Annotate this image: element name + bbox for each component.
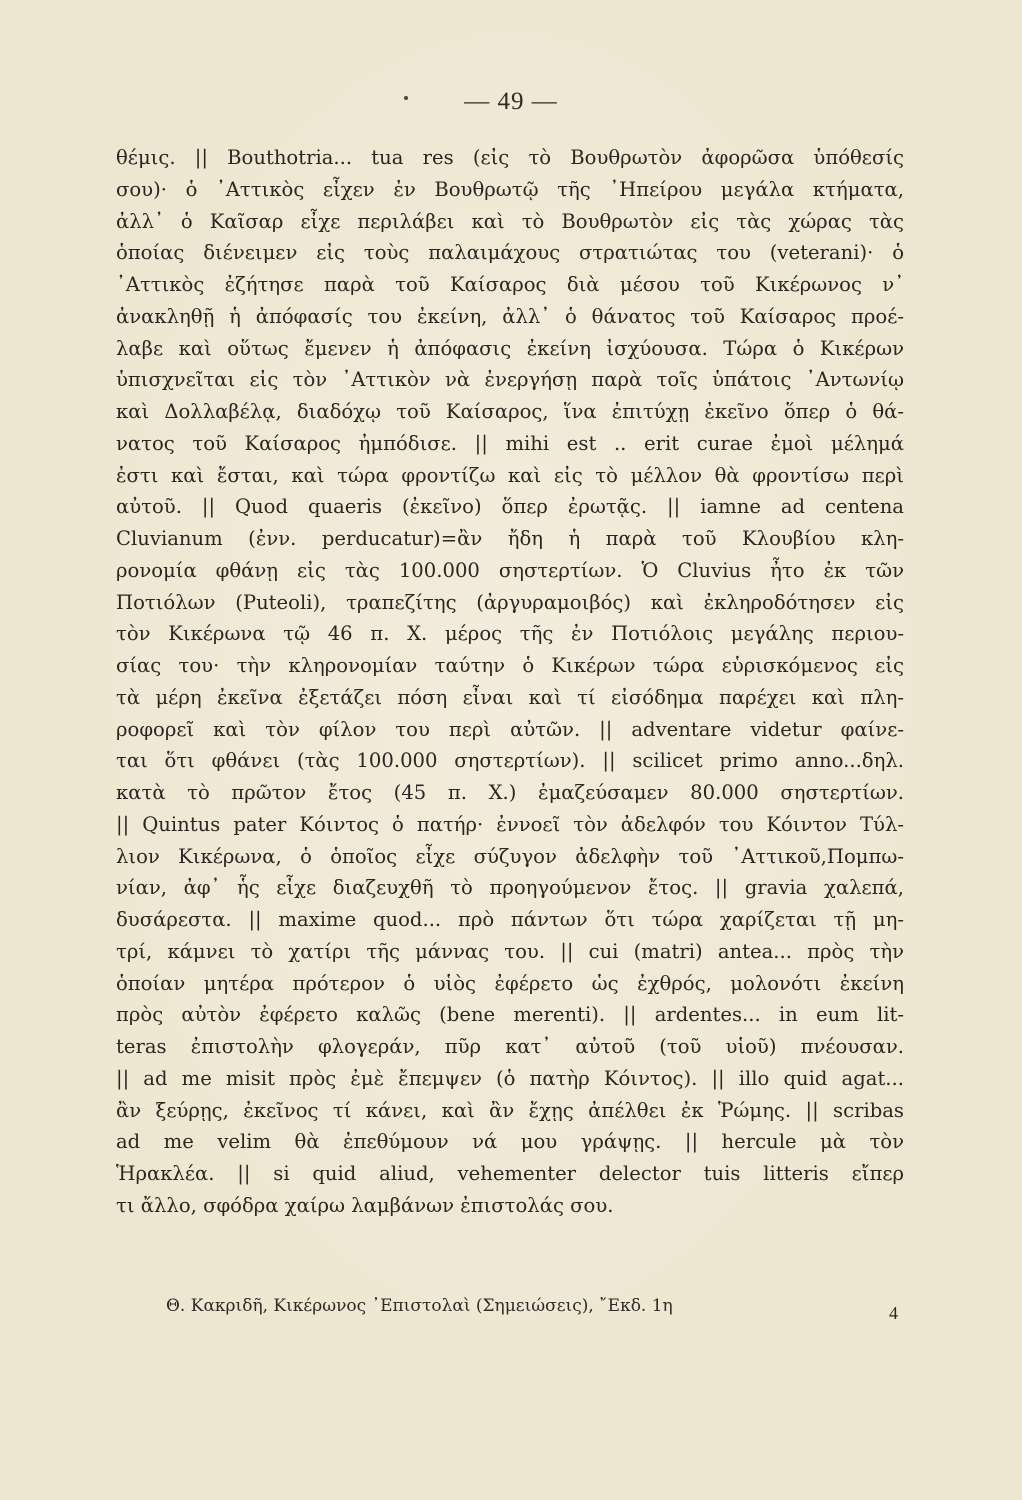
text-line: ἀλλ᾿ ὁ Καῖσαρ εἶχε περιλάβει καὶ τὸ Βουθρωτὸν εἰς τὰς χώρας τὰς — [116, 209, 904, 233]
text-line: teras ἐπιστολὴν φλογεράν, πῦρ κατ᾿ αὐτοῦ (τοῦ υἱοῦ) πνέουσαν. — [116, 1035, 904, 1058]
text-line: ad me velim θὰ ἐπεθύμουν νά μου γράψῃς. || hercule μὰ τὸν — [116, 1130, 904, 1154]
text-line: ἐστι καὶ ἔσται, καὶ τώρα φροντίζω καὶ εἰς τὸ μέλλον θὰ φροντίσω περὶ — [116, 463, 904, 487]
text-line: νίαν, ἀφ᾿ ἧς εἶχε διαζευχθῆ τὸ προηγούμενον ἔτος. || gravia χαλεπά, — [116, 876, 904, 900]
text-line: Ποτιόλων (Puteoli), τραπεζίτης (ἀργυραμοιβός) καὶ ἐκληροδότησεν εἰς — [116, 590, 904, 614]
text-line: ὁποίαν μητέρα πρότερον ὁ υἱὸς ἐφέρετο ὡς ἐχθρός, μολονότι ἐκείνη — [116, 971, 904, 995]
text-line: κατὰ τὸ πρῶτον ἔτος (45 π. Χ.) ἐμαζεύσαμεν 80.000 σηστερτίων. — [116, 781, 904, 804]
text-line: ὁποίας διένειμεν εἰς τοὺς παλαιμάχους στρατιώτας του (veterani)· ὁ — [116, 241, 904, 265]
text-line: λιον Κικέρωνα, ὁ ὁποῖος εἶχε σύζυγον ἀδελφὴν τοῦ ᾿Αττικοῦ,Πομπω- — [116, 844, 904, 868]
signature-mark: 4 — [889, 1303, 898, 1323]
text-line: ρονομία φθάνῃ εἰς τὰς 100.000 σηστερτίων. Ὁ Cluvius ἦτο ἐκ τῶν — [116, 558, 904, 582]
text-line: Ἡρακλέα. || si quid aliud, vehementer delector tuis litteris εἴπερ — [116, 1162, 904, 1185]
text-line: τι ἄλλο, σφόδρα χαίρω λαμβάνων ἐπιστολάς σου. — [116, 1193, 614, 1217]
text-line: ᾿Αττικὸς ἐζήτησε παρὰ τοῦ Καίσαρος διὰ μέσου τοῦ Κικέρωνος ν᾿ — [116, 273, 904, 296]
text-line: δυσάρεστα. || maxime quod... πρὸ πάντων ὅτι τώρα χαρίζεται τῇ μη- — [116, 908, 904, 931]
text-line: τὸν Κικέρωνα τῷ 46 π. Χ. μέρος τῆς ἐν Ποτιόλοις μεγάλης περιου- — [116, 622, 904, 646]
text-line: καὶ Δολλαβέλᾳ, διαδόχῳ τοῦ Καίσαρος, ἵνα ἐπιτύχῃ ἐκεῖνο ὅπερ ὁ θά- — [116, 400, 904, 423]
text-line: Cluvianum (ἐνν. perducatur)=ἂν ἤδη ἡ παρὰ τοῦ Κλουβίου κλη- — [116, 527, 904, 550]
text-line: ὑπισχνεῖται εἰς τὸν ᾿Αττικὸν νὰ ἐνεργήσῃ παρὰ τοῖς ὑπάτοις ᾿Αντωνίῳ — [116, 368, 904, 392]
page-number: — 49 — — [464, 88, 558, 115]
text-line: τὰ μέρη ἐκεῖνα ἐξετάζει πόση εἶναι καὶ τί εἰσόδημα παρέχει καὶ πλη- — [116, 685, 904, 709]
text-line: πρὸς αὐτὸν ἐφέρετο καλῶς (bene merenti). || ardentes... in eum lit- — [116, 1003, 904, 1027]
text-line: ἀνακληθῇ ἡ ἀπόφασίς του ἐκείνη, ἀλλ᾿ ὁ θάνατος τοῦ Καίσαρος προέ- — [116, 304, 904, 328]
text-line: τρί, κάμνει τὸ χατίρι τῆς μάννας του. || cui (matri) antea... πρὸς τὴν — [116, 939, 904, 963]
text-line: ται ὅτι φθάνει (τὰς 100.000 σηστερτίων). || scilicet primo anno...δηλ. — [116, 749, 904, 773]
text-line: ἂν ξεύρῃς, ἐκεῖνος τί κάνει, καὶ ἂν ἔχῃς ἀπέλθει ἐκ Ῥώμης. || scribas — [116, 1098, 904, 1122]
footer-citation: Θ. Κακριδῆ, Κικέρωνος ᾿Επιστολαὶ (Σημειώσεις), ῎Εκδ. 1η — [166, 1296, 673, 1316]
text-line: σου)· ὁ ᾿Αττικὸς εἶχεν ἐν Βουθρωτῷ τῆς ᾿Ηπείρου μεγάλα κτήματα, — [116, 177, 904, 201]
text-line: λαβε καὶ οὕτως ἔμενεν ἡ ἀπόφασις ἐκείνη ἰσχύουσα. Τώρα ὁ Κικέρων — [116, 336, 904, 360]
text-line: νατος τοῦ Καίσαρος ἠμπόδισε. || mihi est .. erit curae ἐμοὶ μέλημά — [116, 431, 904, 455]
text-line: ροφορεῖ καὶ τὸν φίλον του περὶ αὐτῶν. || adventare videtur φαίνε- — [116, 717, 904, 741]
text-line: σίας του· τὴν κληρονομίαν ταύτην ὁ Κικέρων τώρα εὑρισκόμενος εἰς — [116, 654, 904, 677]
page-footer — [166, 1296, 900, 1316]
text-line: || ad me misit πρὸς ἐμὲ ἔπεμψεν (ὁ πατὴρ Κόιντος). || illo quid agat... — [116, 1066, 904, 1090]
text-line: αὐτοῦ. || Quod quaeris (ἐκεῖνο) ὅπερ ἐρωτᾷς. || iamne ad centena — [116, 495, 904, 519]
text-line: || Quintus pater Κόιντος ὁ πατήρ· ἐννοεῖ τὸν ἀδελφόν του Κόιντον Τύλ- — [116, 812, 904, 836]
commentary-text — [116, 142, 904, 1222]
text-line: θέμις. || Bouthotria... tua res (εἰς τὸ Βουθρωτὸν ἀφορῶσα ὑπόθεσίς — [116, 146, 904, 169]
